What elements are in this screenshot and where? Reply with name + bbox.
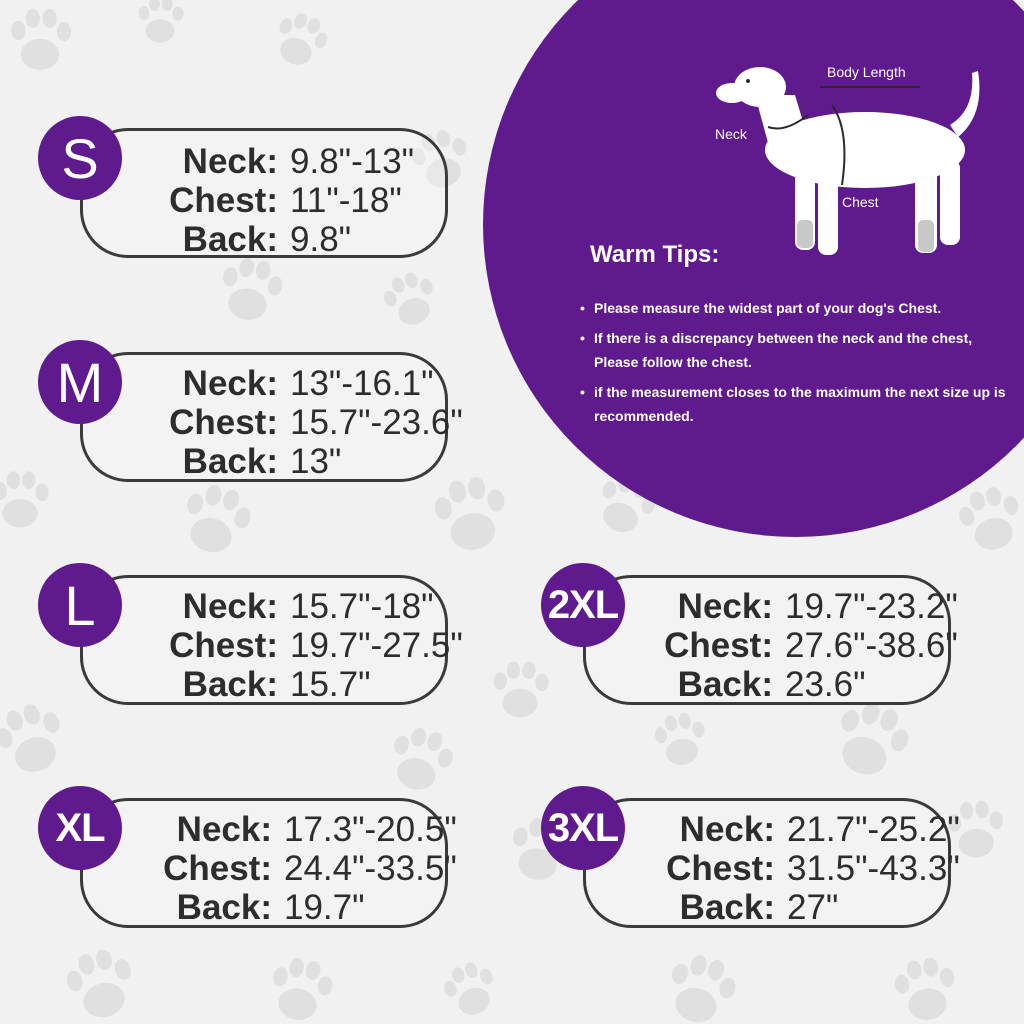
neck-label: Neck:	[176, 810, 272, 849]
body-length-line	[820, 86, 920, 88]
back-label: Back:	[176, 888, 272, 927]
chest-row	[623, 626, 958, 665]
chest-value: 24.4"-33.5"	[284, 849, 457, 888]
size-badge: 3XL	[541, 786, 625, 870]
chest-value: 31.5"-43.3"	[787, 849, 960, 888]
chest-label: Chest:	[666, 849, 775, 888]
neck-label: Neck:	[182, 142, 278, 181]
chest-value: 11"-18"	[290, 181, 402, 220]
size-badge: XL	[38, 786, 122, 870]
dog-measurement-illustration	[700, 55, 990, 275]
chest-label: Chest:	[169, 403, 278, 442]
neck-row	[625, 810, 960, 849]
neck-value: 15.7"-18"	[290, 587, 434, 626]
chest-label: Chest:	[169, 626, 278, 665]
chest-label: Chest:	[169, 181, 278, 220]
back-label: Back:	[182, 442, 278, 481]
chest-row	[128, 181, 414, 220]
neck-label: Neck	[715, 126, 747, 142]
chest-value: 27.6"-38.6"	[785, 626, 958, 665]
size-card-xl	[38, 786, 457, 927]
size-card-s	[38, 116, 418, 259]
neck-value: 19.7"-23.2"	[785, 587, 958, 626]
neck-value: 21.7"-25.2"	[787, 810, 960, 849]
size-measurements	[625, 810, 960, 927]
neck-row	[128, 587, 463, 626]
size-badge: S	[38, 116, 122, 200]
chest-row	[128, 626, 463, 665]
size-measurements	[122, 810, 457, 927]
tip-text: if the measurement closes to the maximum the next size up is recommended.	[594, 384, 1006, 424]
chest-label: Chest	[842, 194, 879, 210]
size-measurements	[128, 142, 414, 259]
size-measurements	[128, 364, 463, 481]
warm-tips-title: Warm Tips:	[590, 241, 720, 268]
neck-label: Neck:	[677, 587, 773, 626]
neck-value: 13"-16.1"	[290, 364, 434, 403]
tip-text: If there is a discrepancy between the neck and the chest, Please follow the chest.	[594, 330, 973, 370]
back-value: 23.6"	[785, 665, 866, 704]
tip-item	[580, 296, 1010, 320]
neck-row	[128, 142, 414, 181]
back-row	[623, 665, 958, 704]
neck-label: Neck:	[679, 810, 775, 849]
neck-value: 17.3"-20.5"	[284, 810, 457, 849]
size-badge: 2XL	[541, 563, 625, 647]
back-value: 19.7"	[284, 888, 365, 927]
back-label: Back:	[182, 665, 278, 704]
bullet-icon: •	[580, 384, 585, 400]
back-row	[128, 665, 463, 704]
chest-row	[128, 403, 463, 442]
bullet-icon: •	[580, 330, 585, 346]
neck-row	[623, 587, 958, 626]
bullet-icon: •	[580, 300, 585, 316]
chest-label: Chest:	[664, 626, 773, 665]
tip-item	[580, 380, 1010, 428]
back-value: 13"	[290, 442, 342, 481]
size-badge: L	[38, 563, 122, 647]
back-value: 9.8"	[290, 220, 352, 259]
neck-row	[128, 364, 463, 403]
neck-row	[122, 810, 457, 849]
back-value: 15.7"	[290, 665, 371, 704]
size-measurements	[623, 587, 958, 704]
chest-value: 15.7"-23.6"	[290, 403, 463, 442]
neck-value: 9.8"-13"	[290, 142, 415, 181]
size-measurements	[128, 587, 463, 704]
back-row	[128, 220, 414, 259]
chest-value: 19.7"-27.5"	[290, 626, 463, 665]
back-row	[625, 888, 960, 927]
chest-label: Chest:	[163, 849, 272, 888]
size-card-3xl	[541, 786, 960, 927]
neck-label: Neck:	[182, 364, 278, 403]
neck-label: Neck:	[182, 587, 278, 626]
chest-row	[122, 849, 457, 888]
size-card-m	[38, 340, 463, 481]
size-badge: M	[38, 340, 122, 424]
warm-tips-list	[580, 296, 1010, 434]
back-value: 27"	[787, 888, 839, 927]
size-card-l	[38, 563, 463, 704]
back-row	[128, 442, 463, 481]
back-label: Back:	[677, 665, 773, 704]
back-label: Back:	[679, 888, 775, 927]
tip-item	[580, 326, 1010, 374]
chest-row	[625, 849, 960, 888]
body-length-label: Body Length	[827, 64, 906, 80]
tip-text: Please measure the widest part of your dog's Chest.	[594, 300, 942, 316]
back-label: Back:	[182, 220, 278, 259]
back-row	[122, 888, 457, 927]
size-card-2xl	[541, 563, 958, 704]
